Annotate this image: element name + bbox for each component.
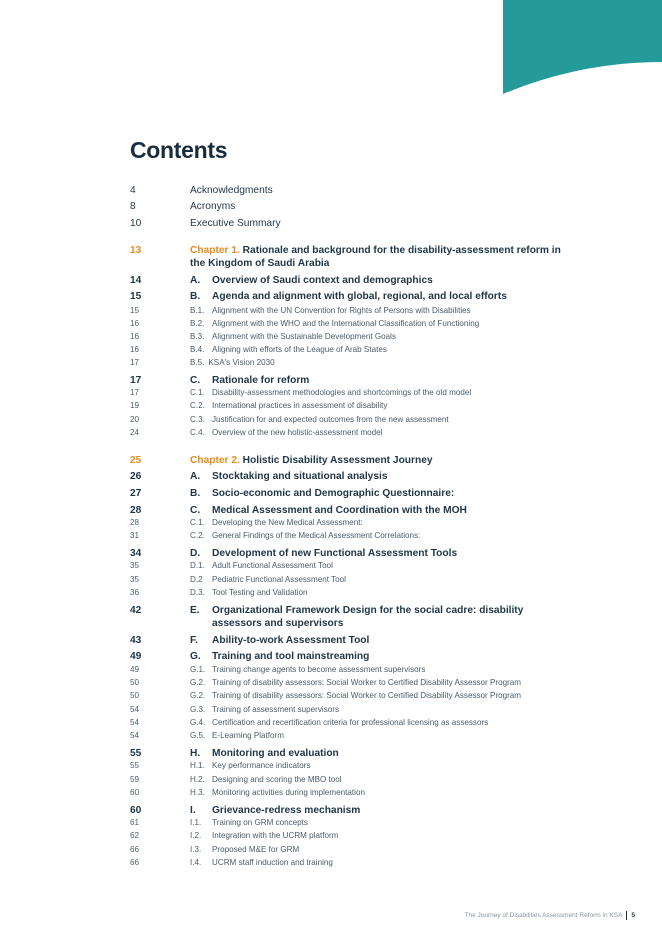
toc-entry-title: UCRM staff induction and training: [212, 858, 333, 867]
toc-entry-body: [190, 788, 570, 798]
toc-entry-title: Proposed M&E for GRM: [212, 845, 300, 854]
toc-entry-title: Disability-assessment methodologies and shortcomings of the old model: [212, 388, 472, 397]
section-letter: B.1.: [190, 306, 205, 315]
toc-page-number: 8: [130, 201, 136, 212]
toc-entry-body: [190, 804, 570, 817]
section-letter: G.: [190, 651, 201, 662]
section-letter: H.2.: [190, 775, 205, 784]
section-letter: G.1.: [190, 665, 206, 674]
toc-entry-body: [190, 531, 570, 541]
toc-entry-title: Executive Summary: [190, 218, 281, 229]
toc-page-number: 31: [130, 531, 140, 540]
section-letter: C.2.: [190, 401, 205, 410]
toc-page-number: 28: [130, 505, 142, 516]
toc-entry-body: [190, 454, 570, 467]
toc-entry-title: Agenda and alignment with global, regional, and local efforts: [212, 291, 507, 302]
toc-entry-title: Acronyms: [190, 201, 236, 212]
toc-entry-title: Rationale for reform: [212, 375, 310, 386]
toc-entry-title: Training on GRM concepts: [212, 818, 308, 827]
chapter-label: Chapter 1.: [190, 245, 240, 256]
section-letter: C.: [190, 375, 201, 386]
toc-entry-body: [190, 604, 570, 630]
toc-entry-body: [190, 845, 570, 855]
section-letter: E.: [190, 605, 200, 616]
toc-entry-body: [190, 332, 570, 342]
chapter-label: Chapter 2.: [190, 455, 240, 466]
toc-entry-title: Training of disability assessors: Social Worker to Certified Disability Assessor Program: [212, 678, 522, 687]
section-letter: B.5.: [190, 358, 205, 367]
toc-page-number: 16: [130, 319, 140, 328]
toc-page-number: 50: [130, 691, 140, 700]
section-letter: C.2.: [190, 531, 205, 540]
toc-page-number: 60: [130, 788, 140, 797]
toc-entry-title: Training of disability assessors: Social Worker to Certified Disability Assessor Program: [212, 691, 522, 700]
section-letter: G.2.: [190, 691, 206, 700]
toc-entry-title: Adult Functional Assessment Tool: [212, 561, 333, 570]
toc-entry-title: General Findings of the Medical Assessment Correlations:: [212, 531, 421, 540]
toc-entry-body: [190, 718, 570, 728]
toc-entry-body: [190, 634, 570, 647]
toc-entry-title: Grievance-redress mechanism: [212, 805, 361, 816]
toc-entry-body: [190, 678, 570, 688]
toc-page-number: 35: [130, 575, 140, 584]
toc-entry-title: Socio-economic and Demographic Questionnaire:: [212, 488, 455, 499]
toc-entry-title: Training and tool mainstreaming: [212, 651, 370, 662]
section-letter: H.3.: [190, 788, 205, 797]
toc-entry-body: [190, 650, 570, 663]
toc-entry-body: [190, 487, 570, 500]
toc-entry-title: Certification and recertification criteria for professional licensing as assessors: [212, 718, 489, 727]
toc-page-number: 17: [130, 388, 140, 397]
section-letter: A.: [190, 275, 201, 286]
section-letter: C.: [190, 505, 201, 516]
toc-page-number: 15: [130, 291, 142, 302]
toc-page-number: 24: [130, 428, 140, 437]
toc-entry-body: [190, 401, 570, 411]
toc-entry-body: [190, 319, 570, 329]
toc-page-number: 25: [130, 455, 142, 466]
section-letter: B.2.: [190, 319, 205, 328]
toc-entry-title: Development of new Functional Assessment Tools: [212, 548, 458, 559]
toc-entry-title: Alignment with the Sustainable Development Goals: [212, 332, 397, 341]
toc-page-number: 66: [130, 845, 140, 854]
toc-entry-title: Monitoring and evaluation: [212, 748, 339, 759]
section-letter: C.1.: [190, 518, 205, 527]
toc-entry-body: [190, 775, 570, 785]
toc-entry-body: [190, 831, 570, 841]
toc-entry-title: Organizational Framework Design for the social cadre: disability assessors and supervisors: [212, 605, 524, 629]
toc-page-number: 54: [130, 705, 140, 714]
toc-page-number: 42: [130, 605, 142, 616]
decorative-corner-shape: [0, 0, 662, 110]
toc-page-number: 16: [130, 345, 140, 354]
section-letter: B.3.: [190, 332, 205, 341]
section-letter: D.: [190, 548, 201, 559]
toc-entry-body: [190, 818, 570, 828]
section-letter: C.1.: [190, 388, 205, 397]
toc-entry-body: [190, 184, 570, 197]
toc-page-number: 54: [130, 731, 140, 740]
toc-page-number: 43: [130, 635, 142, 646]
toc-entry-body: [190, 731, 570, 741]
section-letter: I.4.: [190, 858, 202, 867]
section-letter: C.3.: [190, 415, 205, 424]
footer-text: The Journey of Disabilities Assessment Reform in KSA: [464, 912, 623, 919]
section-letter: G.5.: [190, 731, 206, 740]
page-title: Contents: [130, 137, 228, 163]
toc-entry-title: Overview of the new holistic-assessment model: [212, 428, 383, 437]
toc-page-number: 15: [130, 306, 140, 315]
footer-divider: [626, 911, 627, 920]
toc-entry-title: Integration with the UCRM platform: [212, 831, 339, 840]
toc-entry-body: [190, 575, 570, 585]
toc-entry-body: [190, 217, 570, 230]
toc-page-number: 55: [130, 761, 140, 770]
toc-entry-body: [190, 747, 570, 760]
section-letter: C.4.: [190, 428, 205, 437]
toc-entry-body: [190, 705, 570, 715]
toc-entry-title: Tool Testing and Validation: [212, 588, 308, 597]
section-letter: B.4.: [190, 345, 205, 354]
toc-page-number: 19: [130, 401, 140, 410]
toc-page-number: 16: [130, 332, 140, 341]
toc-entry-title: Key performance indicators: [212, 761, 311, 770]
toc-entry-title: Training of assessment supervisors: [212, 705, 340, 714]
toc-page-number: 17: [130, 358, 140, 367]
toc-entry-body: [190, 665, 570, 675]
toc-entry-body: [190, 274, 570, 287]
section-letter: F.: [190, 635, 198, 646]
toc-page-number: 34: [130, 548, 142, 559]
toc-entry-body: [190, 561, 570, 571]
toc-entry-title: KSA's Vision 2030: [208, 358, 275, 367]
toc-entry-title: Developing the New Medical Assessment:: [212, 518, 363, 527]
toc-page-number: 26: [130, 471, 142, 482]
toc-entry-title: Holistic Disability Assessment Journey: [242, 455, 433, 466]
toc-entry-title: E-Learning Platform: [212, 731, 284, 740]
section-letter: I.1.: [190, 818, 202, 827]
toc-page-number: 66: [130, 858, 140, 867]
toc-entry-title: Ability-to-work Assessment Tool: [212, 635, 370, 646]
section-letter: A.: [190, 471, 201, 482]
section-letter: D.1.: [190, 561, 205, 570]
section-letter: G.2.: [190, 678, 206, 687]
toc-page-number: 17: [130, 375, 142, 386]
section-letter: D.3.: [190, 588, 205, 597]
toc-page-number: 20: [130, 415, 140, 424]
toc-page-number: 54: [130, 718, 140, 727]
toc-entry-title: Medical Assessment and Coordination with the MOH: [212, 505, 467, 516]
section-letter: G.4.: [190, 718, 206, 727]
toc-page-number: 55: [130, 748, 142, 759]
toc-page-number: 28: [130, 518, 140, 527]
section-letter: D.2: [190, 575, 203, 584]
section-letter: H.1.: [190, 761, 205, 770]
toc-entry-body: [190, 428, 570, 438]
toc-entry-title: Acknowledgments: [190, 185, 273, 196]
page-footer: [465, 911, 636, 920]
toc-entry-body: [190, 290, 570, 303]
toc-page-number: 14: [130, 275, 142, 286]
footer-page-number: 5: [631, 912, 635, 919]
toc-entry-body: [190, 374, 570, 387]
toc-entry-body: [190, 504, 570, 517]
toc-entry-body: [190, 691, 570, 701]
section-letter: B.: [190, 488, 201, 499]
toc-entry-body: [190, 761, 570, 771]
toc-entry-title: Alignment with the WHO and the International Classification of Functioning: [212, 319, 480, 328]
toc-entry-body: [190, 470, 570, 483]
toc-page-number: 4: [130, 185, 136, 196]
toc-page-number: 50: [130, 678, 140, 687]
section-letter: I.3.: [190, 845, 202, 854]
toc-entry-title: Justification for and expected outcomes from the new assessment: [212, 415, 449, 424]
toc-page-number: 60: [130, 805, 142, 816]
section-letter: B.: [190, 291, 201, 302]
toc-entry-body: [190, 388, 570, 398]
toc-page-number: 27: [130, 488, 142, 499]
toc-entry-title: Rationale and background for the disability-assessment reform in the Kingdom of Saudi Arabia: [190, 245, 561, 269]
toc-entry-body: [190, 588, 570, 598]
toc-entry-body: [190, 358, 570, 368]
toc-page-number: 62: [130, 831, 140, 840]
toc-page-number: 35: [130, 561, 140, 570]
toc-entry-title: Aligning with efforts of the League of Arab States: [212, 345, 387, 354]
toc-entry-title: Alignment with the UN Convention for Rights of Persons with Disabilities: [212, 306, 471, 315]
toc-entry-body: [190, 858, 570, 868]
toc-page-number: 49: [130, 665, 140, 674]
toc-entry-body: [190, 518, 570, 528]
toc-entry-body: [190, 345, 570, 355]
toc-page-number: 36: [130, 588, 140, 597]
section-letter: H.: [190, 748, 201, 759]
toc-entry-body: [190, 244, 570, 270]
section-letter: I.: [190, 805, 196, 816]
toc-entry-title: Training change agents to become assessment supervisors: [212, 665, 426, 674]
toc-entry-title: Overview of Saudi context and demographics: [212, 275, 433, 286]
toc-entry-body: [190, 415, 570, 425]
toc-entry-title: International practices in assessment of disability: [212, 401, 388, 410]
toc-entry-body: [190, 200, 570, 213]
toc-page-number: 59: [130, 775, 140, 784]
section-letter: G.3.: [190, 705, 206, 714]
section-letter: I.2.: [190, 831, 202, 840]
toc-page-number: 49: [130, 651, 142, 662]
toc-entry-title: Pediatric Functional Assessment Tool: [212, 575, 346, 584]
toc-entry-title: Monitoring activities during implementation: [212, 788, 365, 797]
toc-entry-body: [190, 306, 570, 316]
toc-page-number: 61: [130, 818, 140, 827]
toc-page-number: 13: [130, 245, 142, 256]
toc-entry-title: Designing and scoring the MBO tool: [212, 775, 342, 784]
toc-entry-body: [190, 547, 570, 560]
toc-entry-title: Stocktaking and situational analysis: [212, 471, 388, 482]
toc-page-number: 10: [130, 218, 142, 229]
